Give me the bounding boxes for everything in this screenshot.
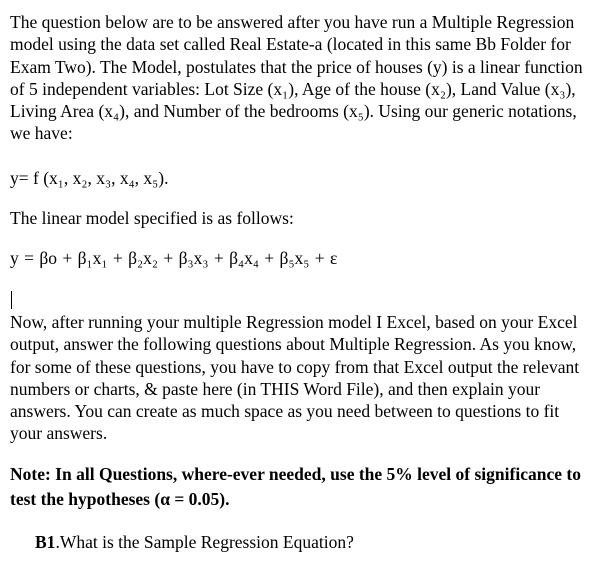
- function-equation: y= f (x₁, x₂, x₃, x₄, x₅).: [10, 168, 169, 188]
- question-text: .What is the Sample Regression Equation?: [55, 532, 354, 552]
- instructions-paragraph: Now, after running your multiple Regression model I Excel, based on your Excel output, answer the following questions about Multiple Regression. As you know, for some of these questions, you have to copy from that Excel output the relevant numbers or charts, & paste here (in THIS Word File), and then explain your answers. You can create as much space as you need between to questions to fit your answers.: [10, 312, 580, 444]
- text-cursor[interactable]: [11, 291, 12, 309]
- model-label: The linear model specified is as follows:: [10, 208, 294, 228]
- question-b1: [35, 531, 354, 553]
- significance-note: Note: In all Questions, where-ever needed, use the 5% level of significance to test the hypotheses (α = 0.05).: [10, 464, 581, 509]
- question-number: B1: [35, 532, 56, 552]
- linear-equation: y = βo + β₁x₁ + β₂x₂ + β₃x₃ + β₄x₄ + β₅x₅ + ε: [10, 248, 338, 268]
- intro-paragraph: The question below are to be answered after you have run a Multiple Regression model using the data set called Real Estate-a (located in this same Bb Folder for Exam Two). The Model, postulates that the price of houses (y) is a linear function of 5 independent variables: Lot Size (x₁), Age of the house (x₂), Land Value (x₃), Living Area (x₄), and Number of the bedrooms (x₅). Using our generic notations, we have:: [10, 12, 583, 144]
